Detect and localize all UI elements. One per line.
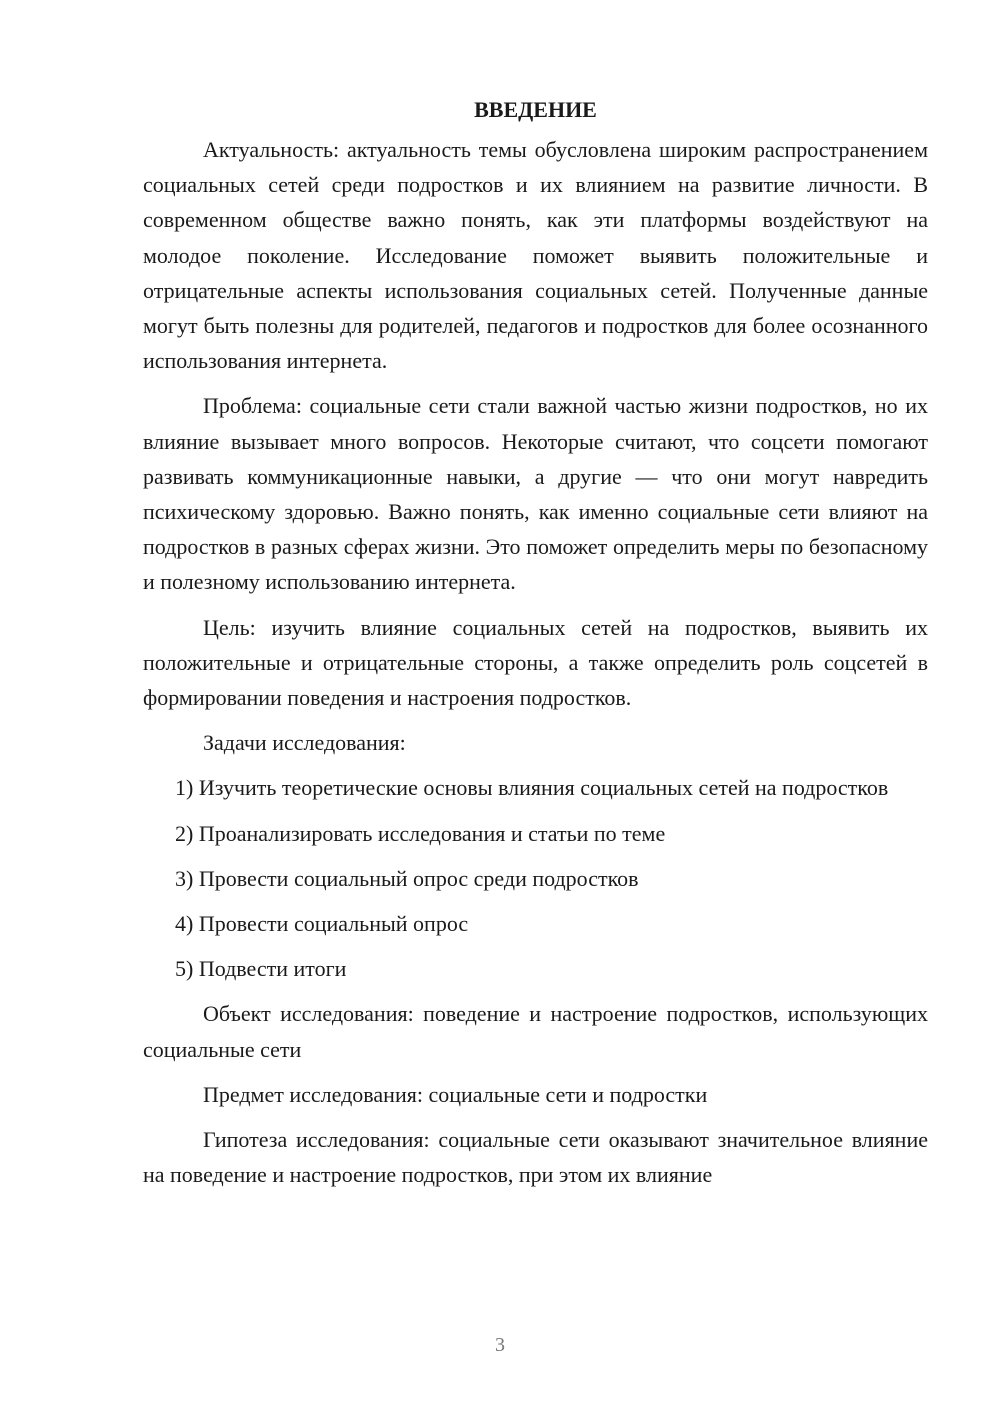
task-item-3: 3) Провести социальный опрос среди подростков <box>175 865 639 891</box>
paragraph-relevance: Актуальность: актуальность темы обусловлена широким распространением социальных сетей среди подростков и их влиянием на развитие личности. В современном обществе важно понять, как эти платформы воздействуют на молодое поколение. Исследование поможет выявить положительные и отрицательные аспекты использования социальных сетей. Полученные данные могут быть полезны для родителей, педагогов и подростков для более осознанного использования интернета. <box>143 137 928 374</box>
task-item-4: 4) Провести социальный опрос <box>175 911 469 937</box>
section-heading: ВВЕДЕНИЕ <box>474 97 597 122</box>
task-item-5: 5) Подвести итоги <box>175 956 347 982</box>
paragraph-object: Объект исследования: поведение и настроение подростков, использующих социальные сети <box>143 1001 928 1062</box>
document-page <box>143 92 928 1192</box>
task-item-2: 2) Проанализировать исследования и статьи по теме <box>175 820 666 846</box>
page-number: 3 <box>495 1334 505 1356</box>
paragraph-goal: Цель: изучить влияние социальных сетей на подростков, выявить их положительные и отрицательные стороны, а также определить роль соцсетей в формировании поведения и настроения подростков. <box>143 614 928 711</box>
paragraph-hypothesis: Гипотеза исследования: социальные сети оказывают значительное влияние на поведение и настроение подростков, при этом их влияние <box>143 1127 928 1188</box>
tasks-title: Задачи исследования: <box>203 730 406 756</box>
task-item-1: 1) Изучить теоретические основы влияния социальных сетей на подростков <box>175 775 889 801</box>
paragraph-subject: Предмет исследования: социальные сети и подростки <box>203 1081 708 1107</box>
paragraph-problem: Проблема: социальные сети стали важной частью жизни подростков, но их влияние вызывает много вопросов. Некоторые считают, что соцсети помогают развивать коммуникационные навыки, а другие — что они могут навредить психическому здоровью. Важно понять, как именно социальные сети влияют на подростков в разных сферах жизни. Это поможет определить меры по безопасному и полезному использованию интернета. <box>143 393 928 595</box>
